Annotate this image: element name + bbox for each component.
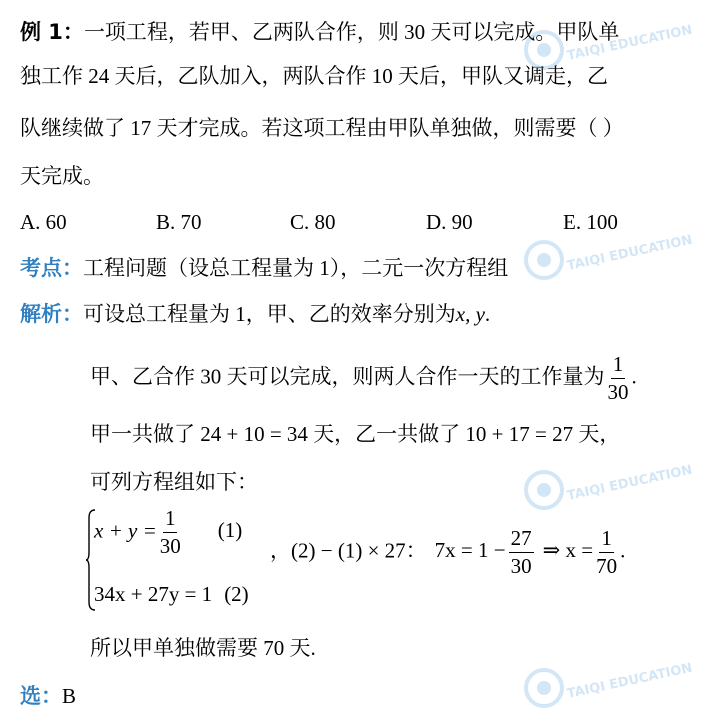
- svg-text:TAIQI EDUCATION: TAIQI EDUCATION: [565, 462, 694, 504]
- fraction-1-30: $\frac{1}{30}$: [607, 352, 629, 404]
- watermark-logo-icon: [520, 658, 694, 724]
- problem-line-1: 例 1：一项工程，若甲、乙两队合作，则 30 天可以完成。甲队单: [20, 20, 620, 44]
- problem-line-4: 天完成。: [20, 164, 104, 188]
- svg-text:TAIQI EDUCATION: TAIQI EDUCATION: [565, 660, 694, 702]
- answer-line: [20, 682, 76, 710]
- elimination-step: ，(2) − (1) × 27： 7x = 1 − $\frac{27}{30}$ ⇒ x = $\frac{1}{70}$ .: [270, 526, 626, 578]
- conclusion-line: 所以甲单独做需要 70 天.: [90, 636, 316, 660]
- efficiency-vars: x, y: [455, 302, 485, 326]
- watermark-logo-icon: [520, 230, 694, 296]
- jiexi-line-2: 甲一共做了 24 + 10 = 34 天，乙一共做了 10 + 17 = 27 天，: [90, 422, 621, 446]
- example-label: 例 1：: [20, 20, 84, 44]
- option-d: D. 90: [426, 210, 473, 234]
- svg-text:TAIQI EDUCATION: TAIQI EDUCATION: [565, 232, 694, 274]
- watermark-logo-icon: [520, 460, 694, 526]
- svg-text:TAIQI EDUCATION: TAIQI EDUCATION: [565, 22, 694, 64]
- problem-line-3: 队继续做了 17 天才完成。若这项工程由甲队单独做，则需要（ ）: [20, 116, 624, 140]
- option-b: B. 70: [156, 210, 202, 234]
- problem-line-2: 独工作 24 天后，乙队加入，两队合作 10 天后，甲队又调走，乙: [20, 64, 608, 88]
- answer-value: B: [62, 684, 77, 708]
- jiexi-label: 解析：: [20, 302, 83, 326]
- kaodian-text: 工程问题（设总工程量为 1），二元一次方程组: [83, 256, 509, 280]
- option-e: E. 100: [563, 210, 618, 234]
- equation-2: 34x + 27y = 1 (2): [94, 582, 249, 606]
- jiexi-line: 解析：可设总工程量为 1，甲、乙的效率分别为x, y.: [20, 302, 491, 326]
- equation-system: [86, 508, 286, 612]
- kaodian-label: 考点：: [20, 256, 83, 280]
- option-c: C. 80: [290, 210, 336, 234]
- equation-1: x + y = $\frac{1}{30}$ (1): [94, 506, 243, 558]
- answer-label: 选：: [20, 684, 62, 708]
- kaodian-line: [20, 254, 508, 282]
- jiexi-line-3: 可列方程组如下：: [90, 470, 258, 494]
- option-a: A. 60: [20, 210, 67, 234]
- jiexi-line-1: 甲、乙合作 30 天可以完成，则两人合作一天的工作量为 $\frac{1}{30}$ .: [90, 352, 637, 404]
